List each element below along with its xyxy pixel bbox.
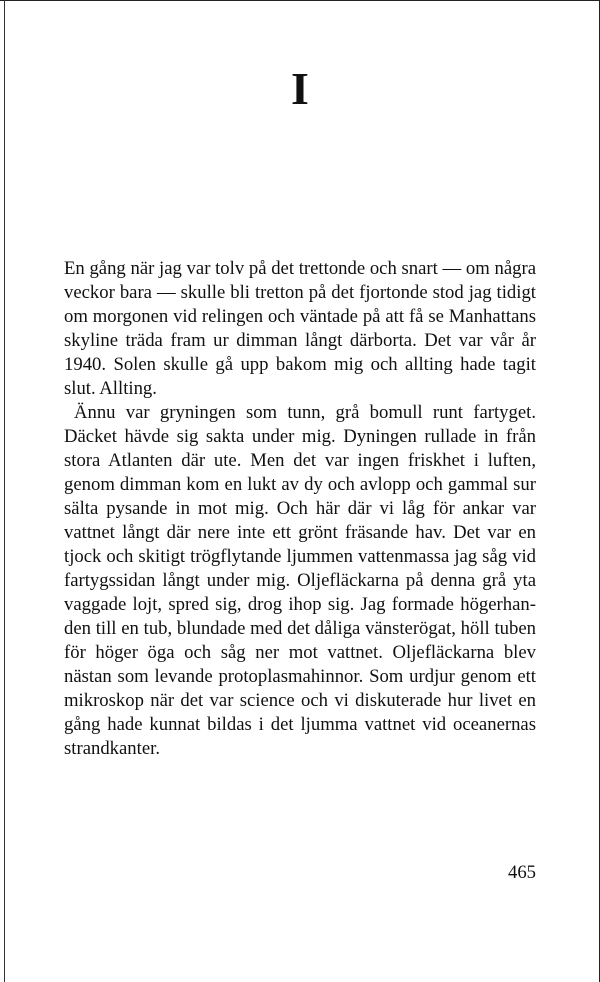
page-top-edge bbox=[0, 0, 600, 1]
page-number: 465 bbox=[507, 862, 536, 883]
body-text bbox=[64, 257, 536, 761]
paragraph-1: En gång när jag var tolv på det trettonde och snart — om några veckor bara — skulle bli tretton på det fjortonde stod jag tidigt om morgonen vid relingen och väntade på att få se Manhattans skyline träda fram ur dimman långt därborta. Det var vår år 1940. Solen skulle gå upp bakom mig och allting hade tagit slut. Allting. bbox=[64, 258, 536, 399]
page-left-edge bbox=[4, 0, 5, 982]
chapter-heading: I bbox=[291, 63, 309, 114]
paragraph-2: Ännu var gryningen som tunn, grå bomull runt fartyget. Däcket hävde sig sakta under mig. Dyningen rullade in från stora Atlanten där ute. Men det var ingen friskhet i luften, genom dimman kom en lukt av dy och avlopp och gammal sur sälta pysande in mot mig. Och här där vi låg för ankar var vattnet långt där nere inte ett grönt fräsande hav. Det var en tjock och skitigt trögflytande ljummen vattenmassa jag såg vid fartygssidan långt under mig. Oljefläckarna på denna grå yta vaggade lojt, spred sig, drog ihop sig. Jag formade högerhanden till en tub, blundade med det dåliga vänsterögat, höll tuben för höger öga och såg ner mot vattnet. Oljefläckarna blev nästan som levande protoplasmahinnor. Som urdjur genom ett mikroskop när det var science och vi diskuterade hur livet en gång hade kunnat bildas i det ljumma vattnet vid oceanernas strandkanter. bbox=[64, 402, 536, 759]
